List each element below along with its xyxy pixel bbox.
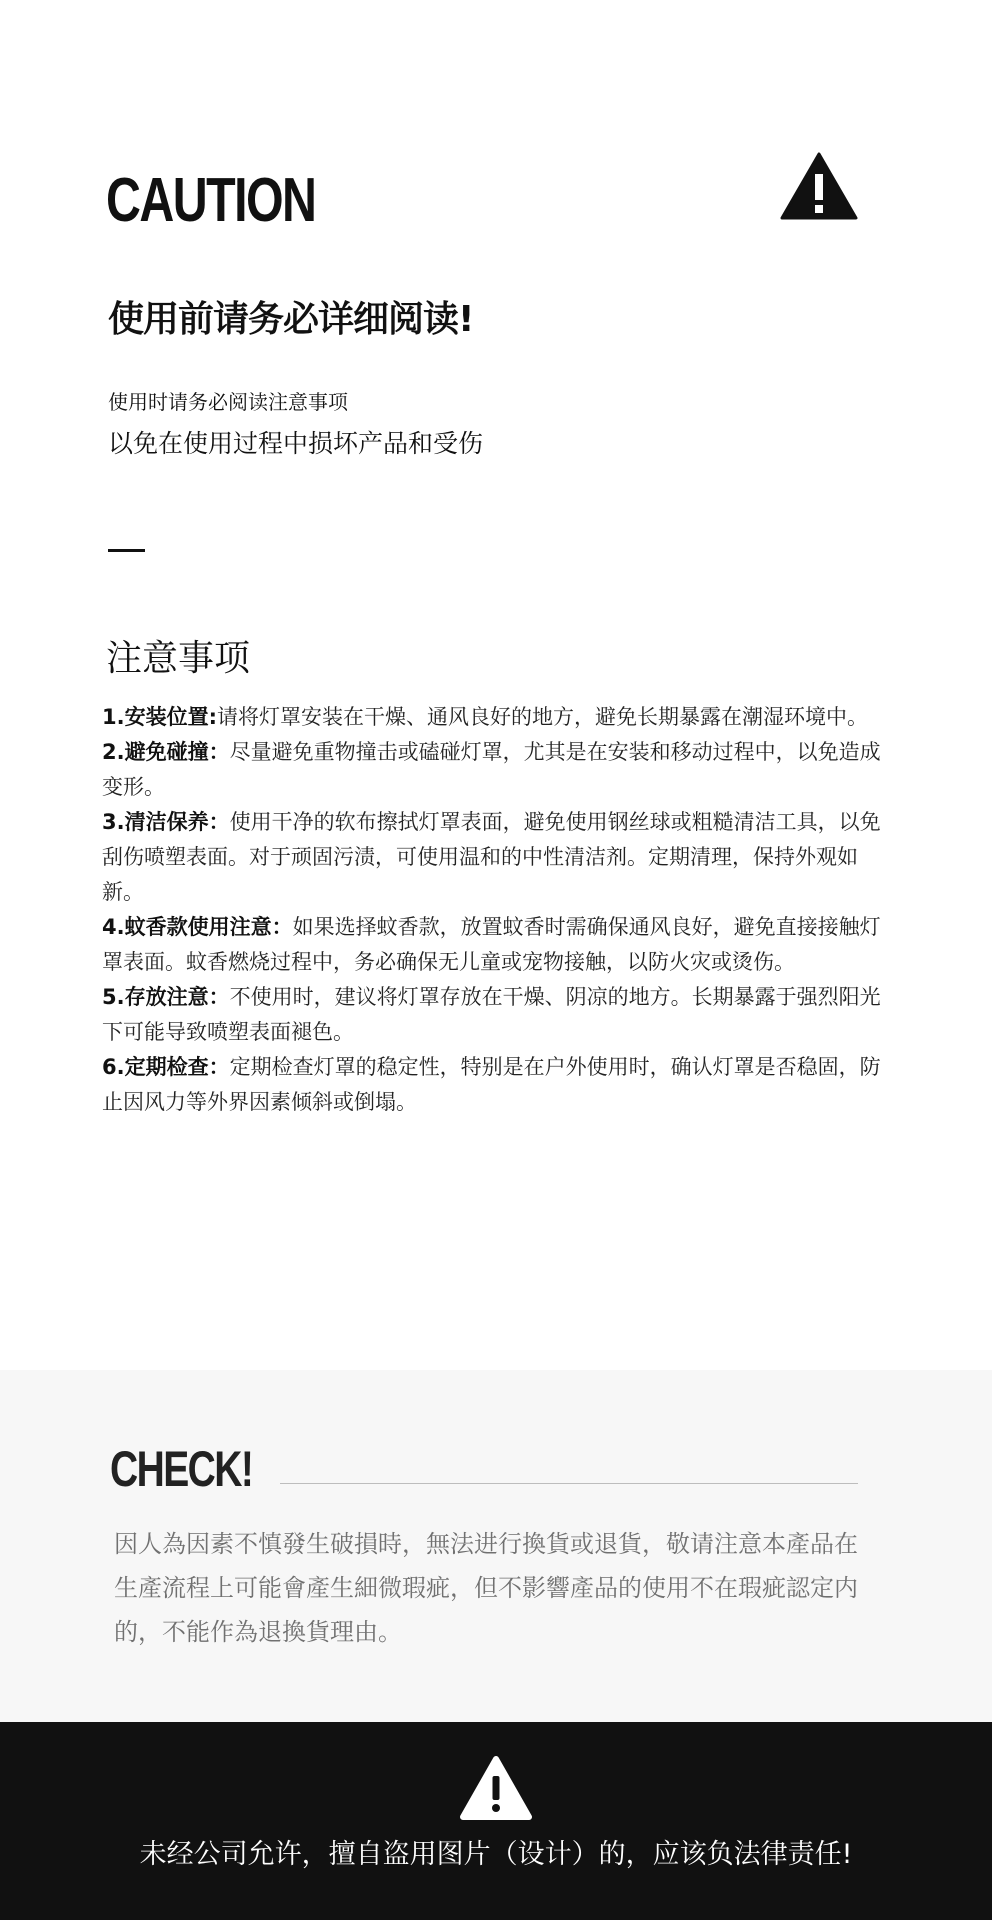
note-text: 使用干净的软布擦拭灯罩表面，避免使用钢丝球或粗糙清洁工具，以免刮伤喷塑表面。对于顽固污渍，可使用温和的中性清洁剂。定期清理，保持外观如新。 — [102, 810, 881, 904]
intro-line-1: 使用时请务必阅读注意事项 — [108, 390, 348, 414]
note-item — [102, 980, 888, 1050]
check-title: CHECK! — [110, 1441, 253, 1497]
note-label: 3.清洁保养： — [102, 810, 230, 834]
intro-line-2: 以免在使用过程中损坏产品和受伤 — [108, 429, 484, 458]
caution-title: CAUTION — [106, 166, 316, 235]
note-label: 4.蚊香款使用注意： — [102, 915, 293, 939]
note-text: 尽量避免重物撞击或磕碰灯罩，尤其是在安装和移动过程中，以免造成变形。 — [102, 740, 881, 799]
note-item — [102, 735, 888, 805]
footer-banner — [0, 1722, 992, 1920]
note-text: 请将灯罩安装在干燥、通风良好的地方，避免长期暴露在潮湿环境中。 — [217, 705, 868, 729]
note-item — [102, 1050, 888, 1120]
copyright-notice: 未经公司允许，擅自盗用图片（设计）的，应该负法律责任! — [139, 1839, 853, 1870]
note-text: 如果选择蚊香款，放置蚊香时需确保通风良好，避免直接接触灯罩表面。蚊香燃烧过程中，务必确保无儿童或宠物接触，以防火灾或烫伤。 — [102, 915, 881, 974]
note-item — [102, 805, 888, 910]
note-label: 5.存放注意： — [102, 985, 230, 1009]
check-section — [0, 1370, 992, 1722]
warning-triangle-icon — [780, 152, 858, 220]
note-text: 定期检查灯罩的稳定性，特别是在户外使用时，确认灯罩是否稳固，防止因风力等外界因素倾斜或倒塌。 — [102, 1055, 881, 1114]
notes-heading: 注意事项 — [106, 638, 251, 679]
note-label: 2.避免碰撞： — [102, 740, 230, 764]
notes-list — [102, 700, 888, 1120]
note-label: 1.安装位置: — [102, 705, 217, 729]
divider — [108, 549, 145, 552]
check-divider-line — [280, 1483, 858, 1484]
note-text: 不使用时，建议将灯罩存放在干燥、阴凉的地方。长期暴露于强烈阳光下可能导致喷塑表面褪色。 — [102, 985, 881, 1044]
check-text: 因人為因素不慎發生破損時，無法进行換貨或退貨，敬请注意本產品在生產流程上可能會產生細微瑕疵，但不影響產品的使用不在瑕疵認定内的，不能作為退換貨理由。 — [114, 1530, 858, 1646]
note-item — [102, 700, 888, 735]
warning-triangle-icon — [460, 1756, 532, 1820]
note-item — [102, 910, 888, 980]
note-label: 6.定期检查： — [102, 1055, 230, 1079]
caution-subtitle: 使用前请务必详细阅读! — [108, 299, 474, 340]
